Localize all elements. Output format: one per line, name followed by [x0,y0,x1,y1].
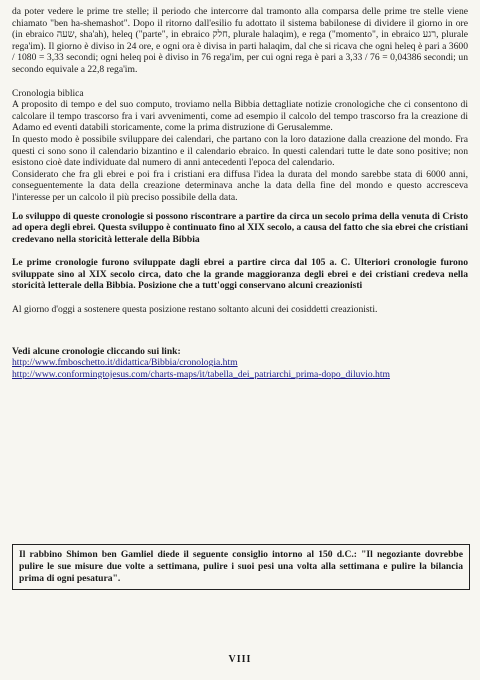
paragraph-6: Al giorno d'oggi a sostenere questa posizione restano soltanto alcuni dei cosiddetti creazionisti. [12,304,378,316]
section-heading: Cronologia biblica [12,87,84,99]
paragraph-1: A proposito di tempo e del suo computo, troviamo nella Bibbia dettagliate notizie cronologiche che ci consentono di calcolare il tempo trascorso fra i vari avvenimenti, come ad esempio il calcolo del tempo trascorso fra la creazione di Adamo ed eventi databili storicamente, come la prima distruzione di Gerusalemme. [12,99,468,134]
intro-paragraph: da poter vedere le prime tre stelle; il periodo che intercorre dal tramonto alla comparsa delle prime tre stelle viene chiamato "ben ha-shemashot". Dopo il ritorno dall'esilio fu adottato il sistema babilonese di dividere il giorno in ore (in ebraico שעה, sha'ah), heleq ("parte", in ebraico חלק, plurale halaqim), e rega ("momento", in ebraico רגע, plurale rega'im). Il giorno è diviso in 24 ore, e ogni ora è divisa in parti halaqim, dal che si ricava che ogni heleq è pari a 3600 / 1080 = 3,33 secondi; ogni heleq poi è diviso in 76 rega'im, per cui ogni rega è pari a 3,33 / 76 = 0,04386 secondi; un secondo equivale a 22,8 rega'im. [12,6,469,75]
link-patriarchi[interactable]: http://www.conformingtojesus.com/charts-maps/it/tabella_dei_patriarchi_prima-dopo_diluvio.htm [12,368,390,380]
quote-box: Il rabbino Shimon ben Gamliel diede il seguente consiglio intorno al 150 d.C.: "Il negoziante dovrebbe pulire le sue misure due volte a settimana, pulire i suoi pesi una volta alla settimana e pulire la bilancia prima di ogni pesatura". [12,544,470,590]
paragraph-5: Le prime cronologie furono sviluppate dagli ebrei a partire circa dal 105 a. C. Ulteriori cronologie furono sviluppate sino al XIX secolo circa, dato che la grande maggioranza degli ebrei e dei cristiani credeva nella storicità letterale della Bibbia. Posizione che a tutt'oggi conservano alcuni creazionisti [12,257,468,292]
paragraph-2: In questo modo è possibile sviluppare dei calendari, che partano con la loro datazione dalla creazione del mondo. Fra questi ci sono sono il calendario bizantino e il calendario ebraico. In questi calendari tutte le date sono positive; non esistono cioè date individuate dal numero di anni antecedenti l'epoca del calendario. [12,133,468,169]
links-title: Vedi alcune cronologie cliccando sui link: [12,345,181,357]
page-body [12,6,468,380]
link-cronologia[interactable]: http://www.fmboschetto.it/didattica/Bibbia/cronologia.htm [12,357,238,369]
page-number: VIII [228,654,252,665]
paragraph-4: Lo sviluppo di queste cronologie si possono riscontrare a partire da circa un secolo prima della venuta di Cristo ad opera degli ebrei. Questa sviluppo è continuato fino al XIX secolo, a causa del fatto che sia ebrei che cristiani credevano nella storicità letterale della Bibbia [12,210,468,245]
paragraph-3: Considerato che fra gli ebrei e poi fra i cristiani era diffusa l'idea la durata del mondo sarebbe stata di 6000 anni, conseguentemente la data della creazione determinava anche la data della fine del mondo e questo accresceva l'interesse per un calcolo il più preciso possibile della data. [12,168,468,203]
